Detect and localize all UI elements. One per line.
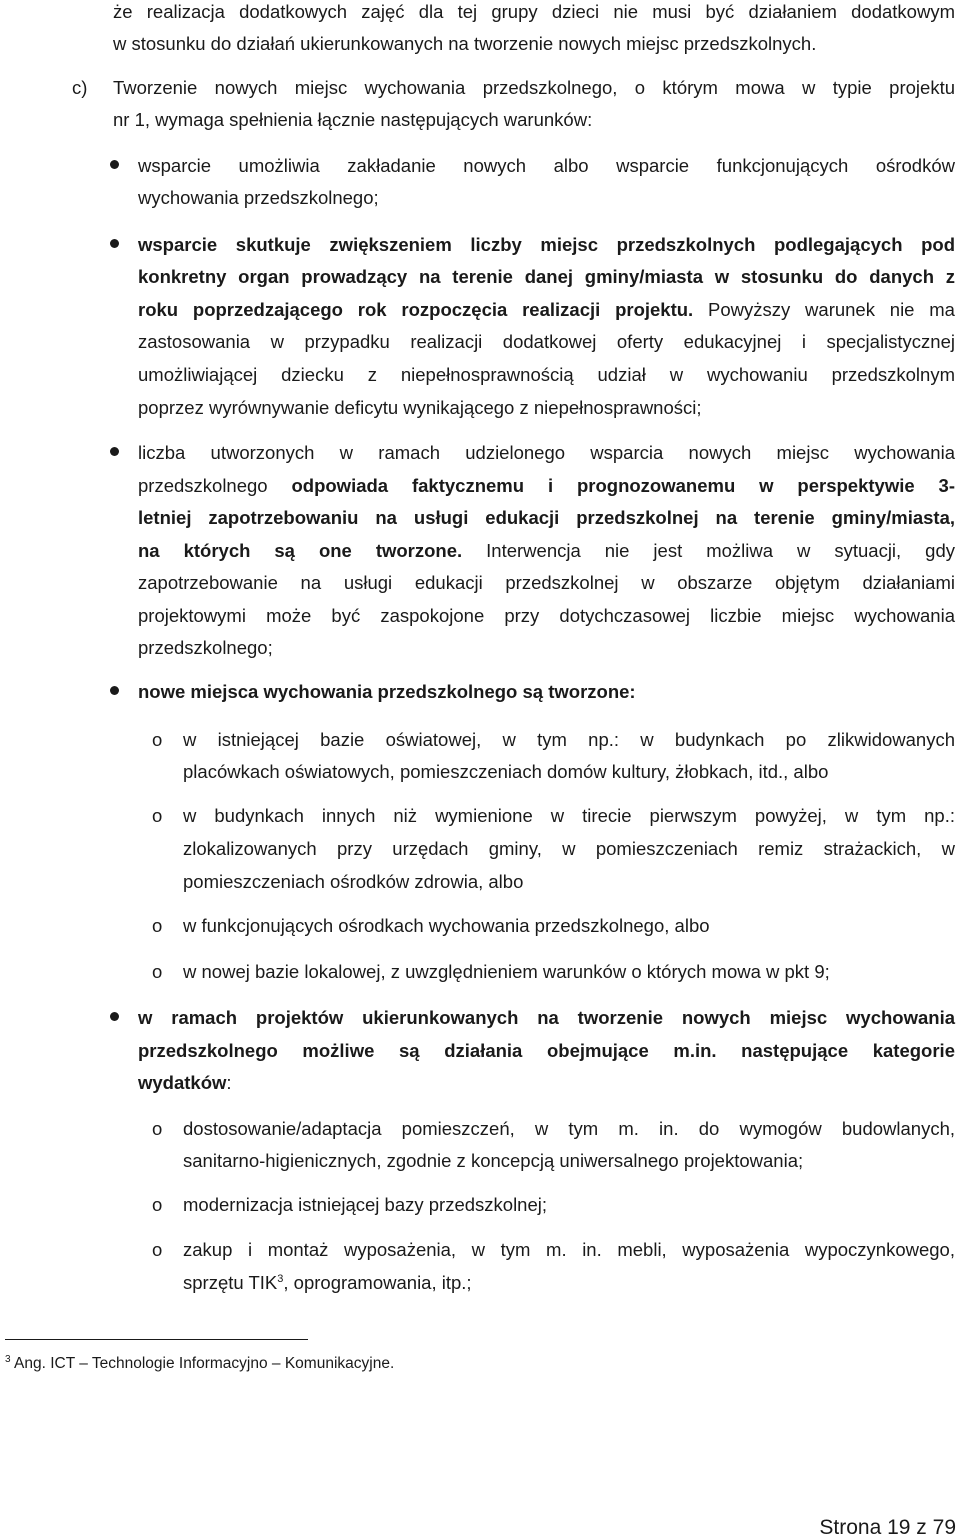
bullet4-sub4-line-1: w nowej bazie lokalowej, z uwzględnieniem warunków o których mowa w pkt 9;: [183, 961, 830, 982]
bullet2-line-6: poprzez wyrównywanie deficytu wynikającego z niepełnosprawności;: [138, 397, 702, 418]
bullet-dot: [110, 1012, 119, 1021]
bullet3-line-2-bold: odpowiada faktycznemu i prognozowanemu w perspektywie 3-: [291, 475, 955, 496]
point-c-line-2: nr 1, wymaga spełnienia łącznie następujących warunków:: [113, 109, 593, 130]
bullet5-sub3-line-2-a: sprzętu TIK: [183, 1272, 278, 1293]
sub-marker: o: [152, 805, 163, 826]
bullet5-line-3-rest: :: [226, 1072, 232, 1093]
bullet5-line-3-bold: wydatków: [138, 1072, 227, 1093]
bullet4-sub2-line-1: w budynkach innych niż wymienione w tirecie pierwszym powyżej, w tym np.:: [183, 805, 955, 826]
footnote-mark: 3: [5, 1353, 11, 1365]
bullet4-sub2-line-2: zlokalizowanych przy urzędach gminy, w pomieszczeniach remiz strażackich, w: [183, 838, 955, 859]
footnote-text: Ang. ICT – Technologie Informacyjno – Komunikacyjne.: [10, 1355, 395, 1372]
bullet5-sub3-line-2-b: , oprogramowania, itp.;: [283, 1272, 472, 1293]
bullet1-line-2: wychowania przedszkolnego;: [138, 187, 379, 208]
bullet2-line-1: wsparcie skutkuje zwiększeniem liczby miejsc przedszkolnych podlegających pod: [138, 234, 955, 255]
page-number: Strona 19 z 79: [819, 1516, 956, 1539]
bullet-dot: [110, 239, 119, 248]
bullet3-line-4-rest: Interwencja nie jest możliwa w sytuacji, gdy: [462, 540, 955, 561]
bullet2-line-2: konkretny organ prowadzący na terenie danej gminy/miasta w stosunku do danych z: [138, 266, 955, 287]
point-c-line-1: Tworzenie nowych miejsc wychowania przedszkolnego, o którym mowa w typie projektu: [113, 77, 955, 98]
bullet5-sub1-line-2: sanitarno-higienicznych, zgodnie z koncepcją uniwersalnego projektowania;: [183, 1150, 804, 1171]
bullet5-line-3: [138, 1071, 232, 1095]
sub-marker: o: [152, 729, 163, 750]
bullet5-line-2: przedszkolnego możliwe są działania obejmujące m.in. następujące kategorie: [138, 1040, 955, 1061]
footnote-ref[interactable]: 3: [277, 1272, 284, 1285]
bullet1-line-1: wsparcie umożliwia zakładanie nowych albo wsparcie funkcjonujących ośrodków: [138, 155, 955, 176]
bullet2-line-5: umożliwiającej dziecku z niepełnosprawnością udział w wychowaniu przedszkolnym: [138, 364, 955, 385]
bullet-dot: [110, 447, 119, 456]
bullet3-line-7: przedszkolnego;: [138, 637, 273, 658]
sub-marker: o: [152, 915, 163, 936]
bullet5-sub3-line-1: zakup i montaż wyposażenia, w tym m. in. mebli, wyposażenia wypoczynkowego,: [183, 1239, 955, 1260]
bullet4-line-1: nowe miejsca wychowania przedszkolnego są tworzone:: [138, 681, 636, 702]
bullet3-line-6: projektowymi może być zaspokojone przy dotychczasowej liczbie miejsc wychowania: [138, 605, 955, 626]
bullet-dot: [110, 160, 119, 169]
bullet3-line-2-normal: przedszkolnego: [138, 475, 292, 496]
bullet2-line-3: [138, 298, 955, 322]
bullet4-sub3-line-1: w funkcjonujących ośrodkach wychowania przedszkolnego, albo: [183, 915, 710, 936]
bullet-dot: [110, 686, 119, 695]
bullet4-sub1-line-2: placówkach oświatowych, pomieszczeniach domów kultury, żłobkach, itd., albo: [183, 761, 829, 782]
bullet3-line-3: letniej zapotrzebowaniu na usługi edukacji przedszkolnej na terenie gminy/miasta,: [138, 507, 955, 528]
bullet3-line-4: [138, 539, 955, 563]
bullet5-line-1: w ramach projektów ukierunkowanych na tworzenie nowych miejsc wychowania: [138, 1007, 955, 1028]
intro-line-1: że realizacja dodatkowych zajęć dla tej grupy dzieci nie musi być działaniem dodatkowym: [113, 1, 955, 22]
footnote: [5, 1354, 394, 1374]
bullet2-line-3-rest: Powyższy warunek nie ma: [693, 299, 955, 320]
bullet4-sub2-line-3: pomieszczeniach ośrodków zdrowia, albo: [183, 871, 524, 892]
sub-marker: o: [152, 1118, 163, 1139]
bullet2-line-3-bold: roku poprzedzającego rok rozpoczęcia realizacji projektu.: [138, 299, 694, 320]
bullet2-line-4: zastosowania w przypadku realizacji dodatkowej oferty edukacyjnej i specjalistycznej: [138, 331, 955, 352]
sub-marker: o: [152, 1239, 163, 1260]
point-c-marker: c): [72, 77, 88, 98]
footnote-separator: [5, 1339, 308, 1340]
bullet5-sub2-line-1: modernizacja istniejącej bazy przedszkolnej;: [183, 1194, 548, 1215]
intro-line-2: w stosunku do działań ukierunkowanych na tworzenie nowych miejsc przedszkolnych.: [113, 33, 817, 54]
bullet5-sub1-line-1: dostosowanie/adaptacja pomieszczeń, w tym m. in. do wymogów budowlanych,: [183, 1118, 955, 1139]
bullet5-sub3-line-2: [183, 1271, 472, 1295]
bullet3-line-2: [138, 474, 955, 498]
bullet4-sub1-line-1: w istniejącej bazie oświatowej, w tym np.: w budynkach po zlikwidowanych: [183, 729, 955, 750]
bullet3-line-4-bold: na których są one tworzone.: [138, 540, 463, 561]
sub-marker: o: [152, 1194, 163, 1215]
bullet3-line-5: zapotrzebowanie na usługi edukacji przedszkolnej w obszarze objętym działaniami: [138, 572, 955, 593]
bullet3-line-1: liczba utworzonych w ramach udzielonego wsparcia nowych miejsc wychowania: [138, 442, 955, 463]
sub-marker: o: [152, 961, 163, 982]
